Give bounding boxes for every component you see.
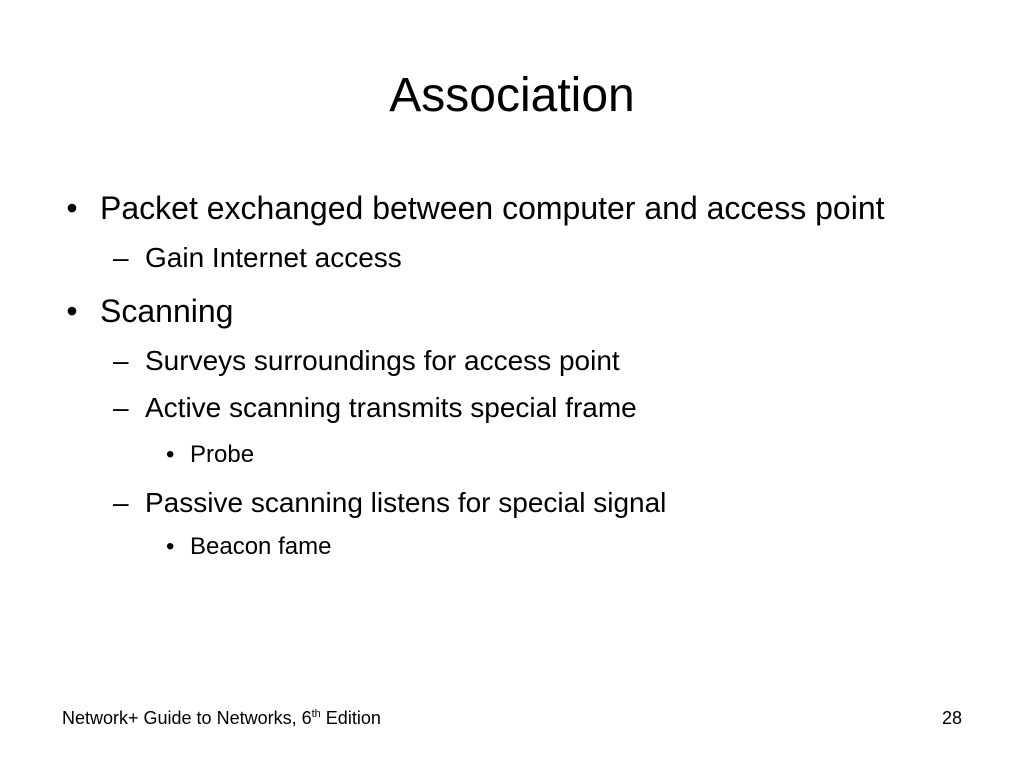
bullet-item-level3 (60, 439, 940, 471)
bullet-text: Probe (190, 441, 255, 468)
bullet-item-level1 (60, 289, 940, 333)
bullet-text: Beacon fame (190, 533, 332, 560)
bullet-item-level2 (60, 390, 940, 426)
bullet-marker: • (66, 190, 78, 226)
slide-title: Association (389, 69, 635, 122)
footer-book-title (62, 706, 381, 730)
bullet-list (60, 186, 940, 563)
bullet-item-level3 (60, 531, 940, 563)
dash-marker: – (113, 345, 129, 376)
dash-marker: – (113, 242, 129, 273)
bullet-text: Scanning (100, 293, 234, 329)
bullet-marker: • (166, 533, 175, 560)
bullet-text: Passive scanning listens for special signal (145, 487, 667, 518)
bullet-item-level2 (60, 240, 940, 276)
dash-marker: – (113, 487, 129, 518)
bullet-item-level1 (60, 186, 940, 230)
bullet-item-level2 (60, 485, 940, 521)
footer-book-suffix: Edition (320, 708, 381, 728)
footer-book-prefix: Network+ Guide to Networks, 6 (62, 708, 312, 728)
bullet-marker: • (166, 441, 175, 468)
slide-number: 28 (941, 708, 962, 728)
bullet-item-level2 (60, 343, 940, 379)
bullet-text: Active scanning transmits special frame (145, 392, 637, 423)
bullet-text: Packet exchanged between computer and access point (100, 190, 885, 226)
bullet-text: Gain Internet access (145, 242, 402, 273)
bullet-text: Surveys surroundings for access point (145, 345, 620, 376)
footer-edition-superscript: th (311, 708, 321, 720)
bullet-marker: • (66, 293, 78, 329)
dash-marker: – (113, 392, 129, 423)
